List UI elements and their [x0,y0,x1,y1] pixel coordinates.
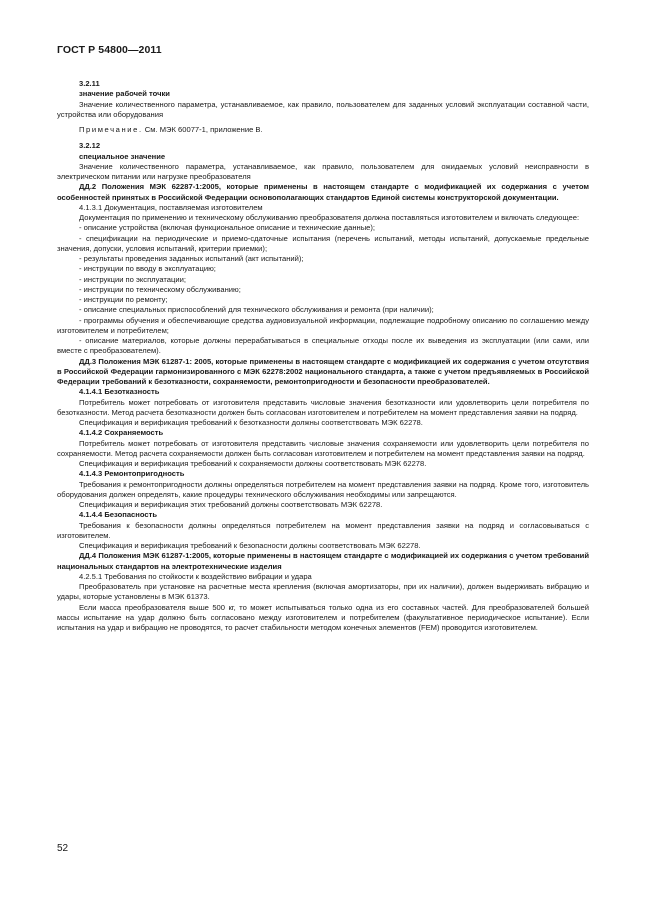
subsection-title: 4.1.3.1 Документация, поставляемая изготовителем [79,202,263,212]
list-item: - описание устройства (включая функциональное описание и технические данные); [79,223,376,233]
note-text: См. МЭК 60077-1, приложение В. [142,125,263,134]
list-item: - инструкции по вводу в эксплуатацию; [79,264,216,274]
paragraph: Потребитель может потребовать от изготовителя представить числовые значения безотказности или удовлетворить цели потребителя по безотказности. Метод расчета безотказности должен быть согласован изготовителем и потребителем на момент представления заявки на подряд. [57,397,589,417]
list-item: - спецификации на периодические и приемо-сдаточные испытания (перечень испытаний, методы испытаний, допускаемые предельные значения, допуски, условия испытаний, критерии приемки); [57,233,589,253]
section-number: 3.2.12 [79,141,101,151]
paragraph: Преобразователь при установке на расчетные места крепления (включая амортизаторы, при их наличии), должен выдерживать вибрацию и удары, которые установлены в МЭК 61373. [57,582,589,602]
term-definition: Значение количественного параметра, устанавливаемое, как правило, пользователем для ожидаемых условий неисправности в электрическом питании или нагрузке преобразователя [57,161,589,181]
page-number: 52 [57,843,69,854]
dd3-heading: ДД.3 Положения МЭК 61287-1: 2005, которые применены в настоящем стандарте с модификацией их содержания с учетом отсутствия в Российской Федерации гармонизированного с МЭК 62278:2002 национального стандарта, а также с учетом предъявляемых в Российской Федерации требований к безотказности, сохраняемости, ремонтопригодности и безопасности преобразователей. [57,356,589,386]
term-heading: значение рабочей точки [79,89,170,99]
paragraph: Документация по применению и техническому обслуживанию преобразователя должна поставляться изготовителем и включать следующее: [79,213,580,222]
document-header: ГОСТ Р 54800—2011 [57,44,162,56]
list-item: - описание материалов, которые должны перерабатываться в специальные отходы после их выведения из эксплуатации (или сами, или вместе с преобразователем). [57,336,589,356]
term-heading: специальное значение [79,151,166,161]
paragraph: Потребитель может потребовать от изготовителя представить числовые значения сохраняемости или удовлетворить цели потребителя по сохраняемости. Метод расчета сохраняемости должен быть согласован изготовителем и потребителем на момент представления заявки на подряд. [57,438,589,458]
subsection-title: 4.1.4.4 Безопасность [79,510,158,520]
dd4-heading: ДД.4 Положения МЭК 61287-1:2005, которые применены в настоящем стандарте с модификацией их содержания с учетом требований национальных стандартов на электротехнические изделия [57,551,589,571]
paragraph: Требования к ремонтопригодности должны определяться потребителем на момент представления заявки на подряд. Кроме того, изготовитель оборудования должен определять, какие процедуры технического обслуживания необходимы или запрещаются. [57,479,589,499]
paragraph: Требования к безопасности должны определяться потребителем на момент представления заявки на подряд и согласовываться с изготовителем. [57,520,589,540]
dd2-heading: ДД.2 Положения МЭК 62287-1:2005, которые применены в настоящем стандарте с модификацией их содержания с учетом особенностей принятых в Российской Федерации основополагающих стандартов Единой системы конструкторской документации. [57,182,589,202]
term-definition: Значение количественного параметра, устанавливаемое, как правило, пользователем для заданных условий эксплуатации составной части, устройства или оборудования [57,99,589,119]
subsection-title: 4.2.5.1 Требования по стойкости к воздействию вибрации и удара [79,571,312,581]
subsection-title: 4.1.4.2 Сохраняемость [79,428,164,438]
paragraph: Если масса преобразователя выше 500 кг, то может испытываться только одна из его составных частей. Для преобразователей большей массы испытание на удар должно быть согласовано между изготовителем и потребителем (факультативное периодическое испытание). Если испытания на удар и вибрацию не проводятся, то расчет стабильности методом конечных элементов (FEM) проводится изготовителем. [57,602,589,632]
list-item: - инструкции по эксплуатации; [79,274,186,284]
paragraph: Спецификация и верификация требований к безотказности должны соответствовать МЭК 62278. [79,418,423,427]
list-item: - инструкции по ремонту; [79,295,168,304]
document-body [57,79,589,633]
paragraph: Спецификация и верификация требований к безопасности должны соответствовать МЭК 62278. [79,541,421,550]
subsection-title: 4.1.4.3 Ремонтопригодность [79,469,185,479]
note-label: Примечание. [79,125,143,134]
list-item: - инструкции по техническому обслуживанию; [79,284,241,294]
subsection-title: 4.1.4.1 Безотказность [79,387,160,397]
section-number: 3.2.11 [79,79,100,88]
paragraph: Спецификация и верификация этих требований должны соответствовать МЭК 62278. [79,500,383,509]
paragraph: Спецификация и верификация требований к сохраняемости должны соответствовать МЭК 62278. [79,459,427,468]
list-item: - результаты проведения заданных испытаний (акт испытаний); [79,254,304,263]
note [57,125,589,135]
list-item: - программы обучения и обеспечивающие средства аудиовизуальной информации, подлежащие подробному описанию по соглашению между изготовителем и потребителем; [57,315,589,335]
list-item: - описание специальных приспособлений для технического обслуживания и ремонта (при наличии); [79,305,434,315]
